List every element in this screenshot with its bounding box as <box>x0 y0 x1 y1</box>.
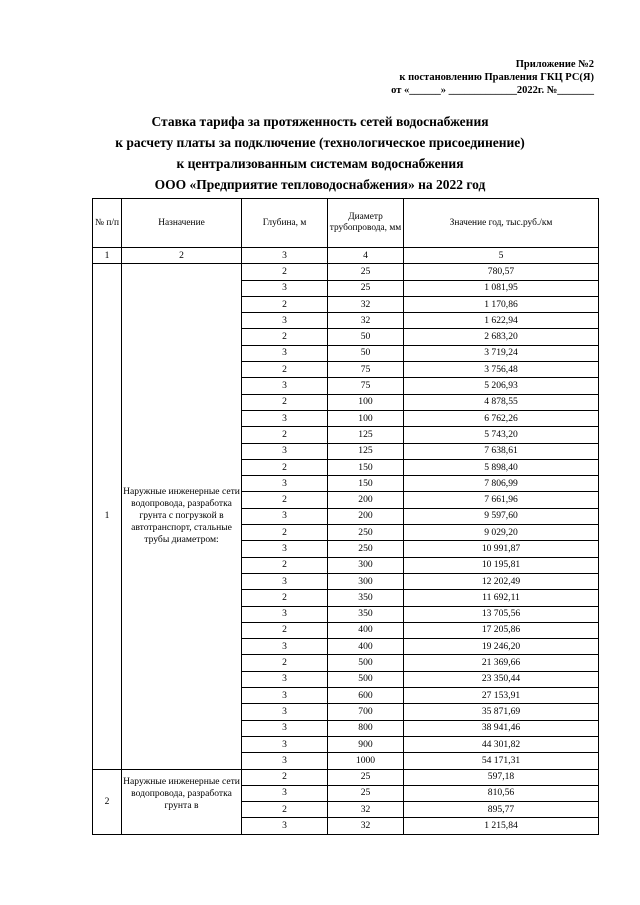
column-number-row <box>93 248 599 264</box>
diameter-cell: 32 <box>328 313 404 329</box>
value-cell: 38 941,46 <box>404 720 599 736</box>
diameter-cell: 32 <box>328 818 404 834</box>
appendix-title: Приложение №2 <box>515 59 594 70</box>
depth-cell: 2 <box>242 427 328 443</box>
value-cell: 10 991,87 <box>404 541 599 557</box>
purpose-cell: Наружные инженерные сети водопровода, разработка грунта в <box>122 769 242 834</box>
diameter-cell: 400 <box>328 639 404 655</box>
diameter-cell: 150 <box>328 459 404 475</box>
diameter-cell: 250 <box>328 525 404 541</box>
depth-cell: 3 <box>242 736 328 752</box>
table-header-row <box>93 199 599 248</box>
value-cell: 9 029,20 <box>404 525 599 541</box>
value-cell: 780,57 <box>404 264 599 280</box>
column-number: 4 <box>328 248 404 264</box>
value-cell: 11 692,11 <box>404 590 599 606</box>
diameter-cell: 250 <box>328 541 404 557</box>
diameter-cell: 300 <box>328 573 404 589</box>
diameter-cell: 600 <box>328 688 404 704</box>
title-line-2: к расчету платы за подключение (технологическое присоединение) <box>115 135 525 150</box>
depth-cell: 3 <box>242 280 328 296</box>
value-cell: 6 762,26 <box>404 410 599 426</box>
depth-cell: 2 <box>242 394 328 410</box>
depth-cell: 3 <box>242 573 328 589</box>
value-cell: 7 661,96 <box>404 492 599 508</box>
diameter-cell: 75 <box>328 378 404 394</box>
diameter-cell: 200 <box>328 508 404 524</box>
depth-cell: 2 <box>242 296 328 312</box>
table-row <box>93 769 599 785</box>
diameter-cell: 25 <box>328 769 404 785</box>
value-cell: 23 350,44 <box>404 671 599 687</box>
value-cell: 5 743,20 <box>404 427 599 443</box>
depth-cell: 3 <box>242 345 328 361</box>
title-line-3: к централизованным системам водоснабжения <box>176 156 464 171</box>
value-cell: 2 683,20 <box>404 329 599 345</box>
column-header-number: № п/п <box>93 199 122 248</box>
depth-cell: 3 <box>242 378 328 394</box>
column-number: 5 <box>404 248 599 264</box>
diameter-cell: 25 <box>328 785 404 801</box>
diameter-cell: 200 <box>328 492 404 508</box>
depth-cell: 3 <box>242 785 328 801</box>
depth-cell: 2 <box>242 769 328 785</box>
depth-cell: 3 <box>242 704 328 720</box>
diameter-cell: 350 <box>328 590 404 606</box>
depth-cell: 2 <box>242 590 328 606</box>
depth-cell: 3 <box>242 753 328 769</box>
column-header-diameter: Диаметр трубопровода, мм <box>328 199 404 248</box>
diameter-cell: 100 <box>328 394 404 410</box>
depth-cell: 2 <box>242 264 328 280</box>
depth-cell: 2 <box>242 492 328 508</box>
depth-cell: 2 <box>242 655 328 671</box>
diameter-cell: 100 <box>328 410 404 426</box>
table-row <box>93 264 599 280</box>
column-number: 1 <box>93 248 122 264</box>
depth-cell: 2 <box>242 362 328 378</box>
depth-cell: 3 <box>242 671 328 687</box>
value-cell: 10 195,81 <box>404 557 599 573</box>
depth-cell: 2 <box>242 557 328 573</box>
depth-cell: 3 <box>242 313 328 329</box>
diameter-cell: 1000 <box>328 753 404 769</box>
value-cell: 597,18 <box>404 769 599 785</box>
value-cell: 7 638,61 <box>404 443 599 459</box>
column-header-purpose: Назначение <box>122 199 242 248</box>
depth-cell: 2 <box>242 329 328 345</box>
diameter-cell: 125 <box>328 427 404 443</box>
column-number: 2 <box>122 248 242 264</box>
value-cell: 5 898,40 <box>404 459 599 475</box>
depth-cell: 3 <box>242 443 328 459</box>
row-number: 1 <box>93 264 122 769</box>
depth-cell: 3 <box>242 606 328 622</box>
value-cell: 4 878,55 <box>404 394 599 410</box>
document-title <box>0 111 640 195</box>
value-cell: 1 170,86 <box>404 296 599 312</box>
depth-cell: 2 <box>242 622 328 638</box>
value-cell: 19 246,20 <box>404 639 599 655</box>
depth-cell: 3 <box>242 720 328 736</box>
depth-cell: 2 <box>242 802 328 818</box>
depth-cell: 2 <box>242 459 328 475</box>
depth-cell: 3 <box>242 818 328 834</box>
diameter-cell: 400 <box>328 622 404 638</box>
tariff-table <box>92 198 599 835</box>
column-header-value: Значение год, тыс.руб./км <box>404 199 599 248</box>
purpose-cell: Наружные инженерные сети водопровода, разработка грунта с погрузкой в автотранспорт, стальные трубы диаметром: <box>122 264 242 769</box>
title-line-4: ООО «Предприятие тепловодоснабжения» на 2022 год <box>154 177 486 192</box>
diameter-cell: 25 <box>328 280 404 296</box>
diameter-cell: 500 <box>328 655 404 671</box>
diameter-cell: 350 <box>328 606 404 622</box>
value-cell: 895,77 <box>404 802 599 818</box>
value-cell: 54 171,31 <box>404 753 599 769</box>
value-cell: 1 622,94 <box>404 313 599 329</box>
diameter-cell: 32 <box>328 802 404 818</box>
depth-cell: 3 <box>242 688 328 704</box>
value-cell: 5 206,93 <box>404 378 599 394</box>
value-cell: 810,56 <box>404 785 599 801</box>
diameter-cell: 500 <box>328 671 404 687</box>
value-cell: 3 756,48 <box>404 362 599 378</box>
depth-cell: 3 <box>242 639 328 655</box>
depth-cell: 3 <box>242 410 328 426</box>
diameter-cell: 75 <box>328 362 404 378</box>
diameter-cell: 125 <box>328 443 404 459</box>
value-cell: 27 153,91 <box>404 688 599 704</box>
value-cell: 1 081,95 <box>404 280 599 296</box>
value-cell: 21 369,66 <box>404 655 599 671</box>
diameter-cell: 150 <box>328 476 404 492</box>
title-line-1: Ставка тарифа за протяженность сетей водоснабжения <box>151 114 489 129</box>
depth-cell: 3 <box>242 541 328 557</box>
value-cell: 9 597,60 <box>404 508 599 524</box>
value-cell: 12 202,49 <box>404 573 599 589</box>
appendix-header <box>391 58 594 97</box>
depth-cell: 2 <box>242 525 328 541</box>
appendix-date-number: от «______» _____________2022г. №_______ <box>391 85 594 96</box>
diameter-cell: 50 <box>328 345 404 361</box>
diameter-cell: 25 <box>328 264 404 280</box>
column-header-depth: Глубина, м <box>242 199 328 248</box>
value-cell: 13 705,56 <box>404 606 599 622</box>
diameter-cell: 300 <box>328 557 404 573</box>
value-cell: 44 301,82 <box>404 736 599 752</box>
depth-cell: 3 <box>242 508 328 524</box>
value-cell: 17 205,86 <box>404 622 599 638</box>
diameter-cell: 700 <box>328 704 404 720</box>
value-cell: 3 719,24 <box>404 345 599 361</box>
value-cell: 7 806,99 <box>404 476 599 492</box>
diameter-cell: 800 <box>328 720 404 736</box>
diameter-cell: 900 <box>328 736 404 752</box>
column-number: 3 <box>242 248 328 264</box>
value-cell: 35 871,69 <box>404 704 599 720</box>
appendix-resolution: к постановлению Правления ГКЦ РС(Я) <box>399 72 594 83</box>
value-cell: 1 215,84 <box>404 818 599 834</box>
diameter-cell: 32 <box>328 296 404 312</box>
row-number: 2 <box>93 769 122 834</box>
diameter-cell: 50 <box>328 329 404 345</box>
depth-cell: 3 <box>242 476 328 492</box>
